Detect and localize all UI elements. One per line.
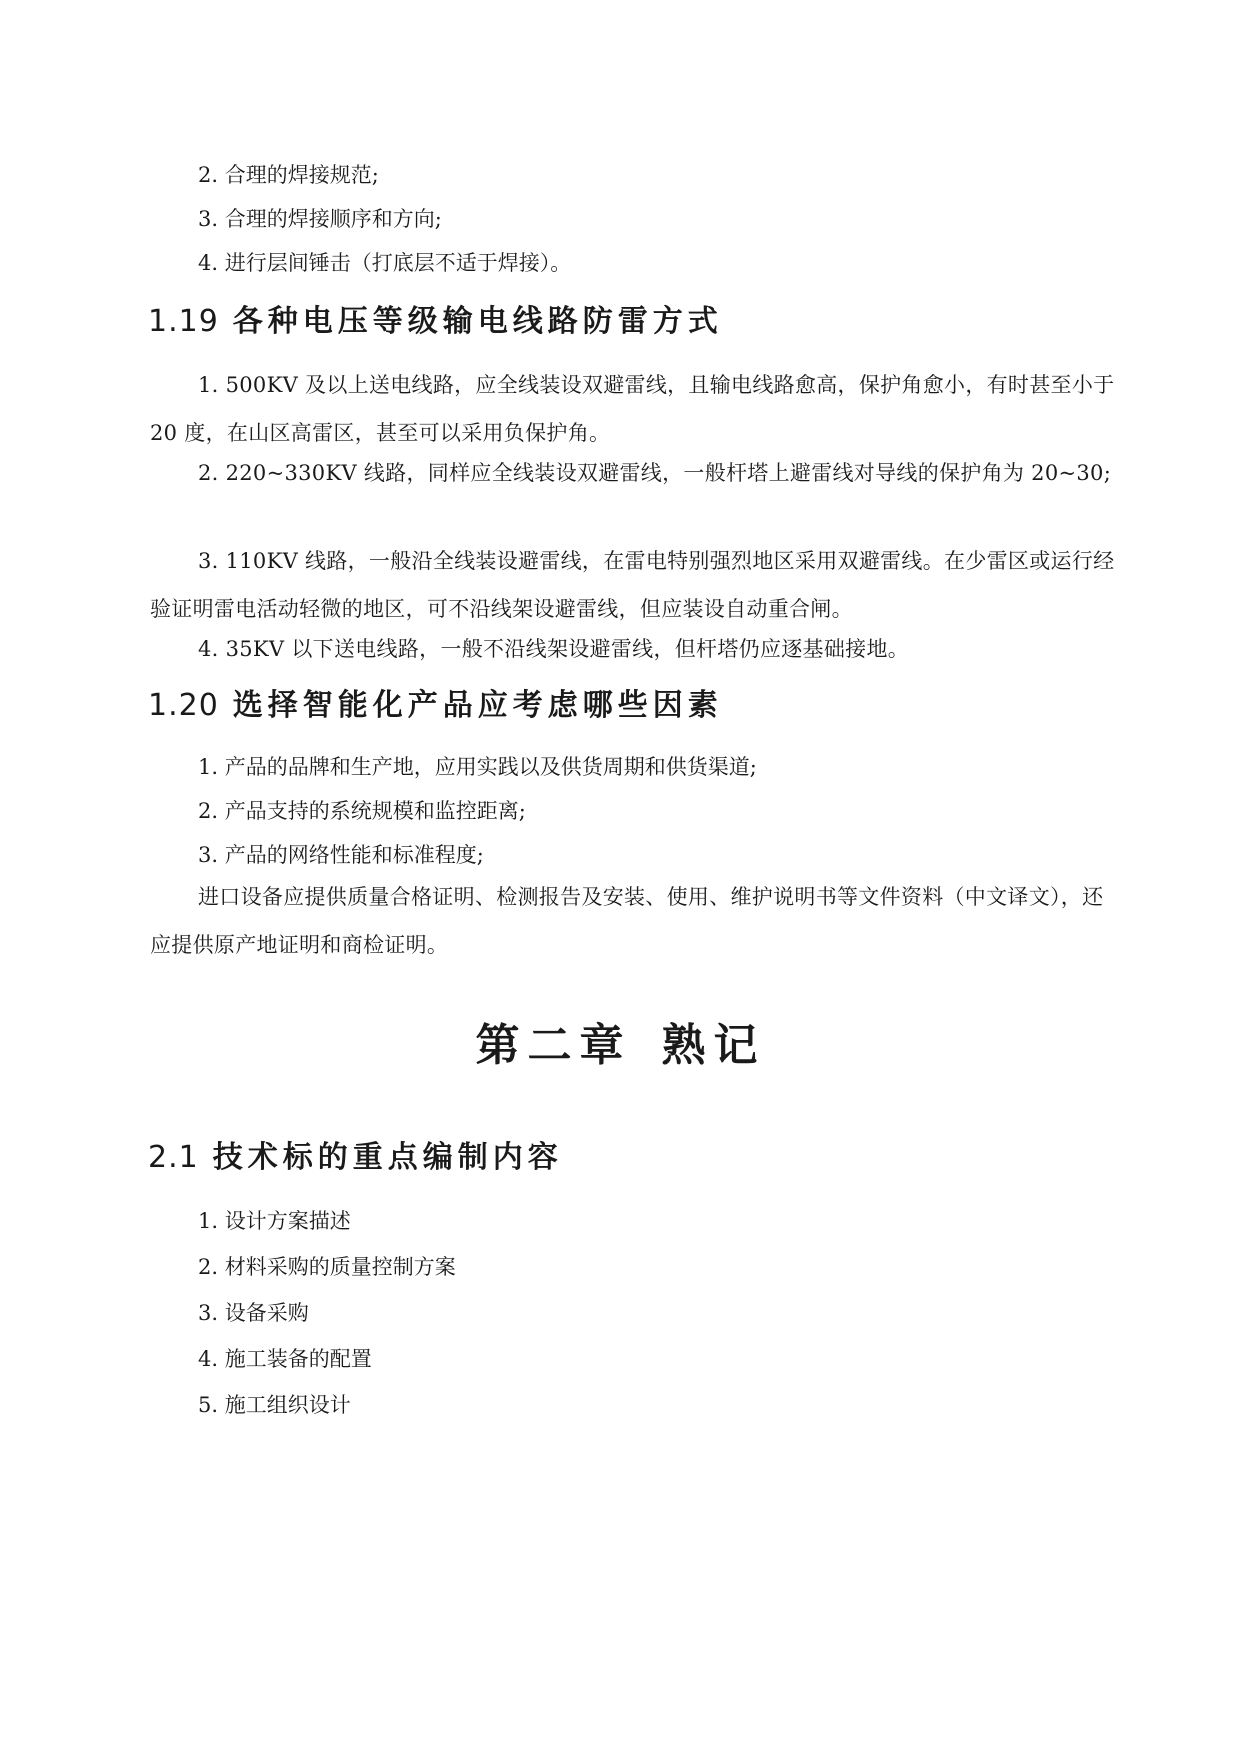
- list-item: 5. 施工组织设计: [198, 1393, 351, 1417]
- list-item: 2. 材料采购的质量控制方案: [198, 1255, 456, 1279]
- paragraph: 4. 35KV 以下送电线路，一般不沿线架设避雷线，但杆塔仍应逐基础接地。: [198, 637, 910, 661]
- list-item: 3. 设备采购: [198, 1301, 309, 1325]
- paragraph: 进口设备应提供质量合格证明、检测报告及安装、使用、维护说明书等文件资料（中文译文），还应提供原产地证明和商检证明。: [150, 885, 1104, 957]
- list-item: 1. 产品的品牌和生产地，应用实践以及供货周期和供货渠道;: [198, 755, 757, 779]
- section-title: 各种电压等级输电线路防雷方式: [232, 304, 723, 339]
- chapter-heading: [0, 1018, 1241, 1074]
- list-item: 3. 合理的焊接顺序和方向;: [198, 207, 442, 231]
- section-number: 1.19: [148, 304, 219, 339]
- chapter-label: 第二章: [475, 1020, 632, 1071]
- list-item: 3. 产品的网络性能和标准程度;: [198, 843, 484, 867]
- list-item: 4. 进行层间锤击（打底层不适于焊接）。: [198, 251, 572, 275]
- chapter-title: 熟记: [661, 1020, 766, 1071]
- section-number: 2.1: [148, 1140, 199, 1175]
- list-item: 1. 设计方案描述: [198, 1209, 351, 1233]
- section-heading: [148, 1138, 563, 1178]
- section-heading: [148, 686, 723, 726]
- paragraph: 1. 500KV 及以上送电线路，应全线装设双避雷线，且输电线路愈高，保护角愈小，有时甚至小于 20 度，在山区高雷区，甚至可以采用负保护角。: [150, 373, 1115, 445]
- paragraph: 3. 110KV 线路，一般沿全线装设避雷线，在雷电特别强烈地区采用双避雷线。在少雷区或运行经验证明雷电活动轻微的地区，可不沿线架设避雷线，但应装设自动重合闸。: [150, 549, 1115, 621]
- list-item: 2. 合理的焊接规范;: [198, 163, 379, 187]
- list-item: 4. 施工装备的配置: [198, 1347, 372, 1371]
- section-number: 1.20: [148, 688, 219, 723]
- paragraph: 2. 220~330KV 线路，同样应全线装设双避雷线，一般杆塔上避雷线对导线的保护角为 20~30;: [198, 461, 1112, 485]
- section-title: 技术标的重点编制内容: [212, 1140, 563, 1175]
- section-title: 选择智能化产品应考虑哪些因素: [232, 688, 723, 723]
- section-heading: [148, 302, 723, 342]
- list-item: 2. 产品支持的系统规模和监控距离;: [198, 799, 526, 823]
